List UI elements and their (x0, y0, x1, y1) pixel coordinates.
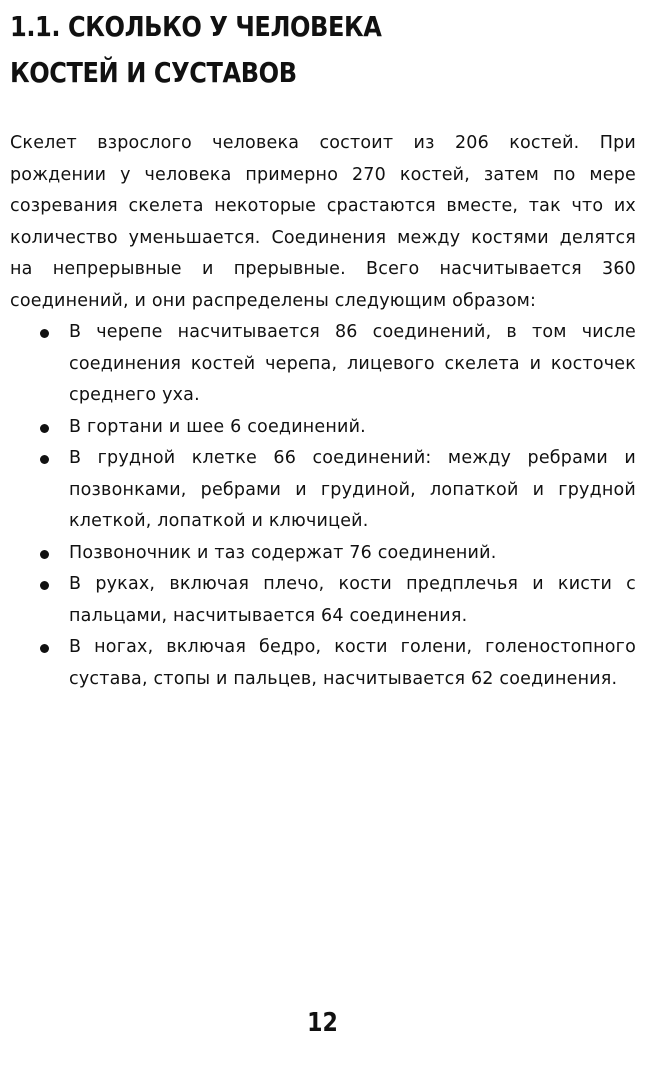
bullet-icon (40, 581, 49, 590)
bullet-icon (40, 455, 49, 464)
bullet-icon (40, 424, 49, 433)
list-item-text: В черепе насчитывается 86 соединений, в том числе соединения костей черепа, лицевого скелета и косточек среднего уха. (69, 322, 636, 405)
list-item-text: В руках, включая плечо, кости предплечья и кисти с пальцами, насчитывается 64 соединения. (69, 574, 636, 626)
list-item (10, 412, 636, 444)
list-item (10, 632, 636, 695)
bullet-list (10, 317, 636, 695)
list-item (10, 317, 636, 412)
list-item-text: В грудной клетке 66 соединений: между ребрами и позвонками, ребрами и грудиной, лопаткой и грудной клеткой, лопаткой и ключицей. (69, 448, 636, 531)
list-item-text: Позвоночник и таз содержат 76 соединений. (69, 542, 497, 563)
bullet-icon (40, 329, 49, 338)
bullet-icon (40, 550, 49, 559)
list-item (10, 538, 636, 570)
list-item-text: В ногах, включая бедро, кости голени, голеностопного сустава, стопы и пальцев, насчитывается 62 соединения. (69, 637, 636, 689)
intro-paragraph: Скелет взрослого человека состоит из 206 костей. При рождении у человека примерно 270 костей, затем по мере созревания скелета некоторые срастаются вместе, так что их количество уменьшается. Соединения между костями делятся на непрерывные и прерывные. Всего насчитывается 360 соединений, и они распределены следующим образом: (10, 133, 636, 311)
page-number: 12 (307, 1008, 338, 1038)
bullet-icon (40, 644, 49, 653)
section-title-line-2: КОСТЕЙ И СУСТАВОВ (10, 56, 297, 89)
body-text (10, 128, 636, 695)
section-title (10, 4, 629, 96)
page-content (10, 4, 636, 689)
list-item (10, 443, 636, 538)
list-item-text: В гортани и шее 6 соединений. (69, 416, 366, 437)
section-title-line-1: 1.1. СКОЛЬКО У ЧЕЛОВЕКА (10, 10, 382, 43)
list-item (10, 569, 636, 632)
